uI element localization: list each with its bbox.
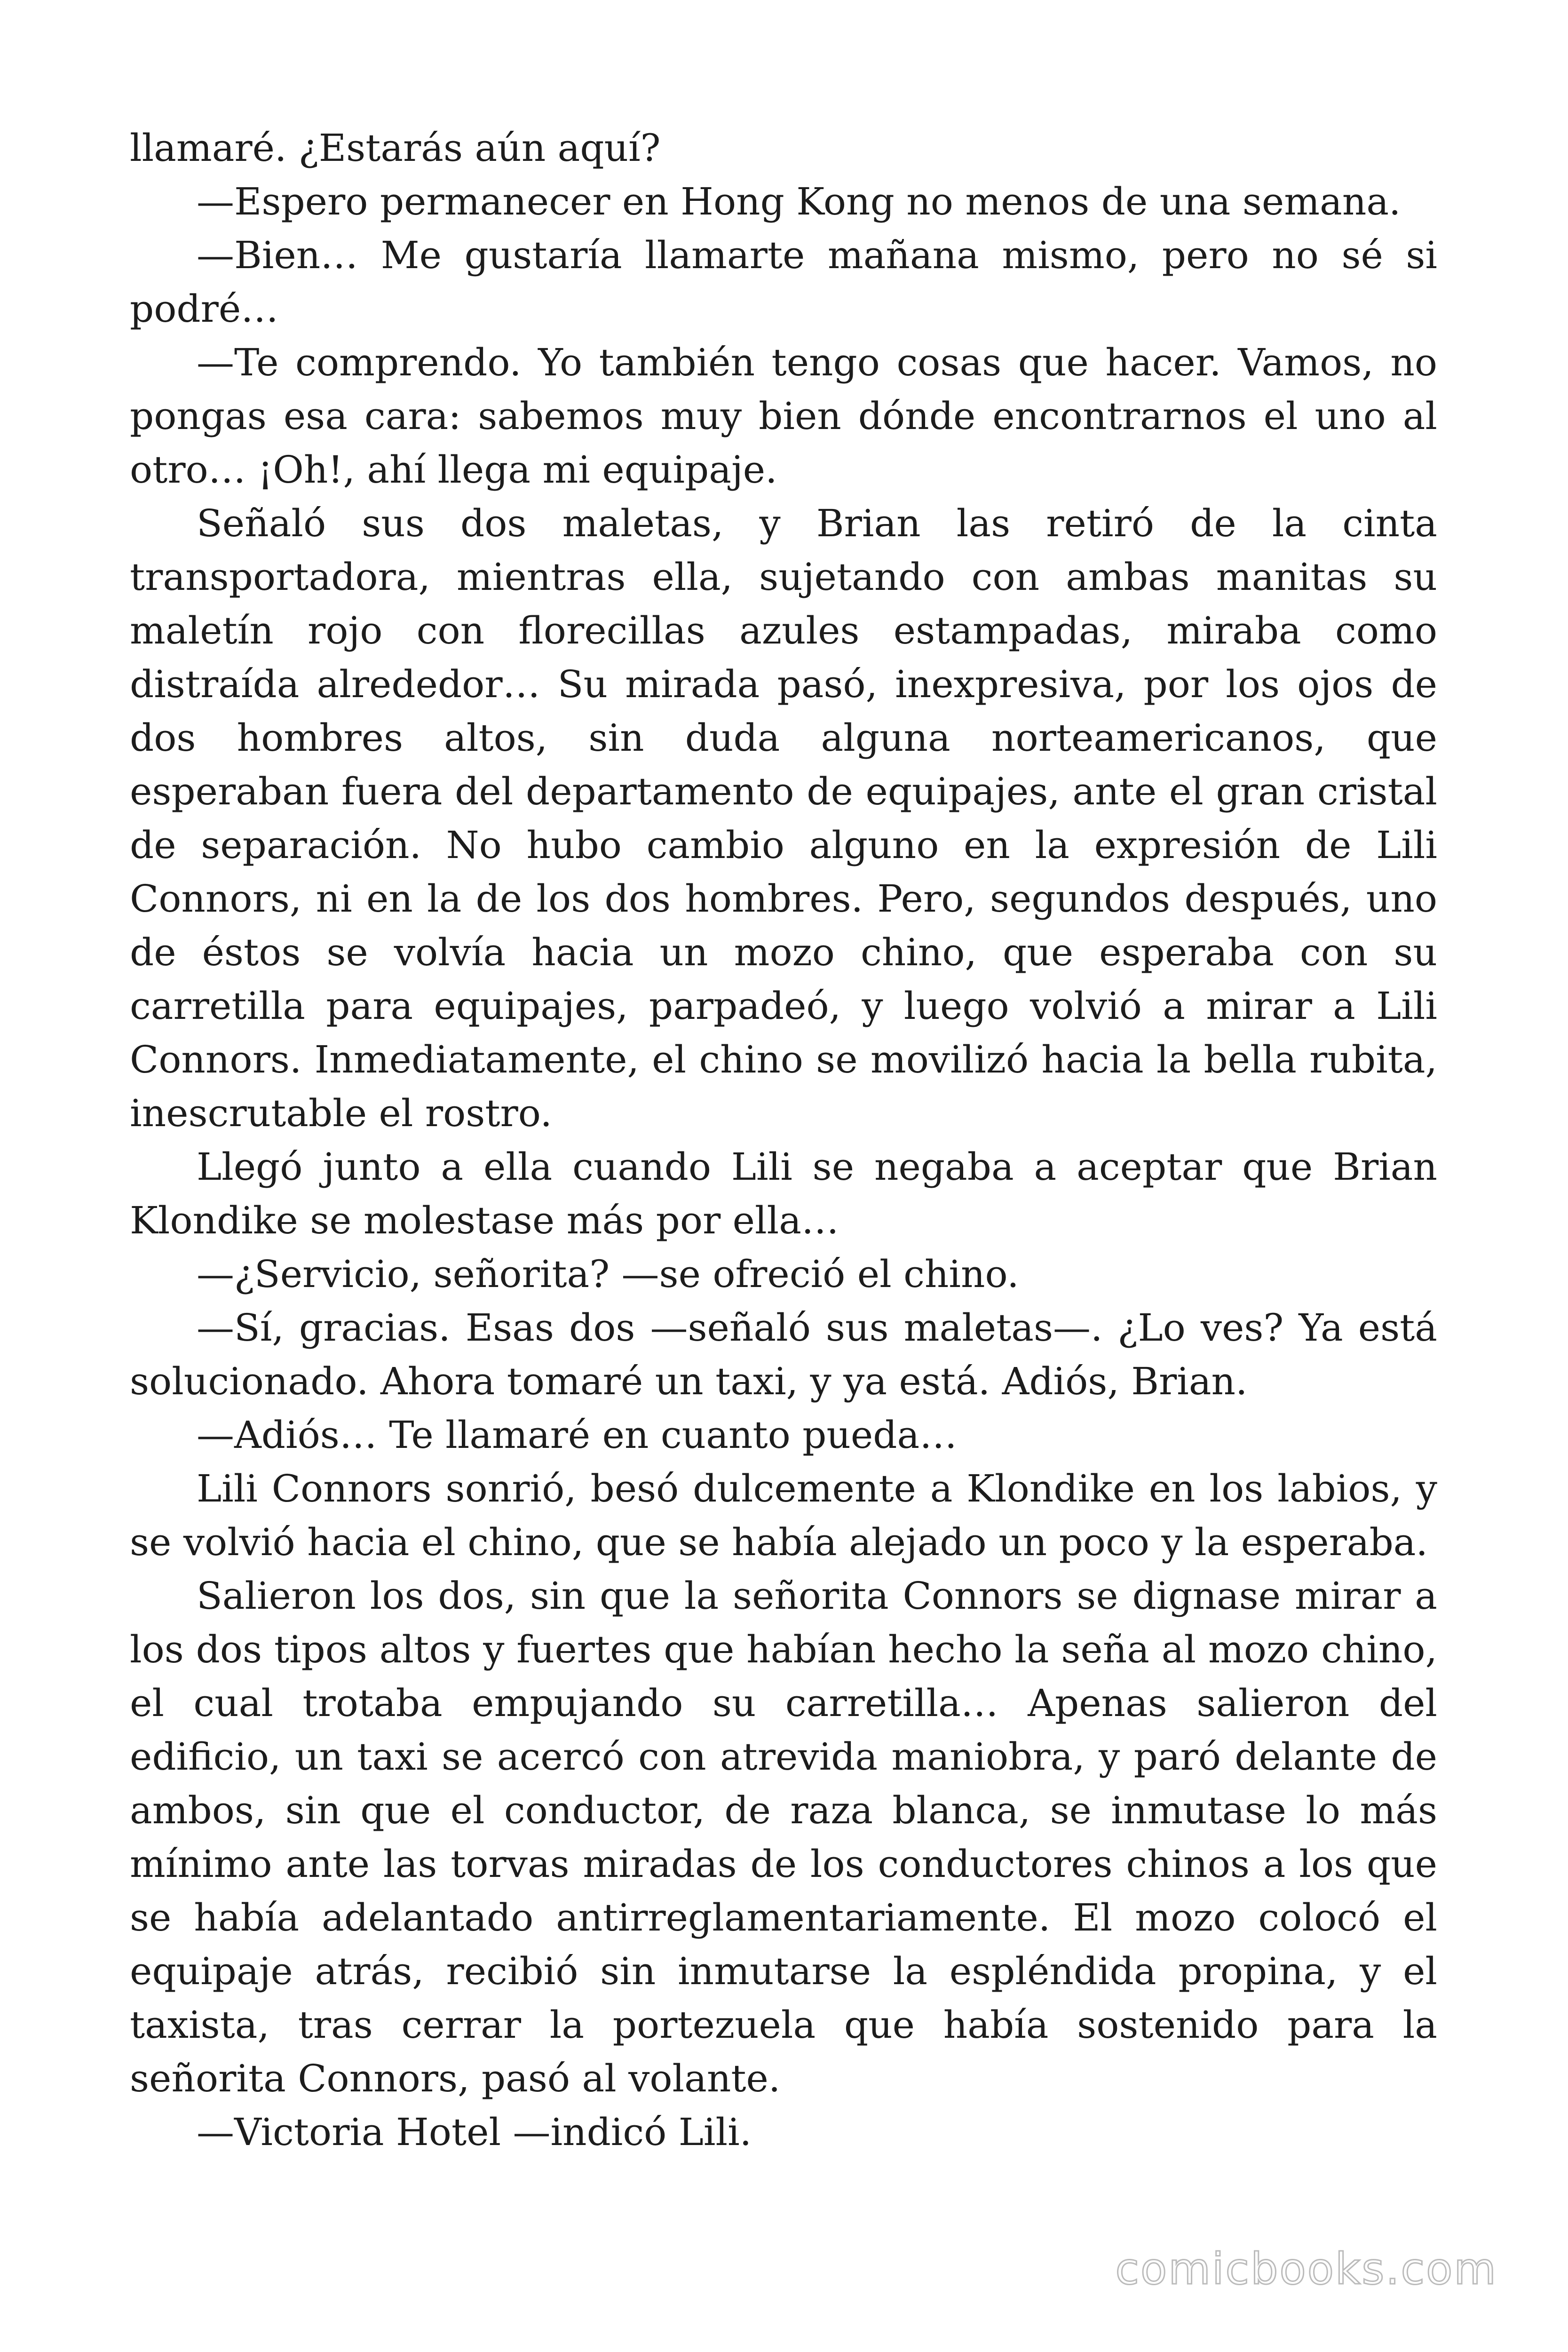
paragraph: —Espero permanecer en Hong Kong no menos de una semana.	[197, 180, 1401, 223]
paragraph: llamaré. ¿Estarás aún aquí?	[130, 126, 661, 170]
paragraph: —Sí, gracias. Esas dos —señaló sus maletas—. ¿Lo ves? Ya está solucionado. Ahora tomaré un taxi, y ya está. Adiós, Brian.	[130, 1306, 1437, 1403]
paragraph: —¿Servicio, señorita? —se ofreció el chino.	[197, 1252, 1019, 1296]
paragraph: —Victoria Hotel —indicó Lili.	[197, 2110, 752, 2154]
paragraph: Lili Connors sonrió, besó dulcemente a Klondike en los labios, y se volvió hacia el chino, que se había alejado un poco y la esperaba.	[130, 1467, 1437, 1564]
page-body	[130, 121, 1437, 2159]
watermark: comicbooks.com	[1115, 2244, 1497, 2294]
paragraph: Salieron los dos, sin que la señorita Connors se dignase mirar a los dos tipos altos y fuertes que habían hecho la seña al mozo chino, el cual trotaba empujando su carretilla… Apenas salieron del edificio, un taxi se acercó con atrevida maniobra, y paró delante de ambos, sin que el conductor, de raza blanca, se inmutase lo más mínimo ante las torvas miradas de los conductores chinos a los que se había adelantado antirreglamentariamente. El mozo colocó el equipaje atrás, recibió sin inmutarse la espléndida propina, y el taxista, tras cerrar la portezuela que había sostenido para la señorita Connors, pasó al volante.	[130, 1574, 1437, 2100]
paragraph: Señaló sus dos maletas, y Brian las retiró de la cinta transportadora, mientras ella, sujetando con ambas manitas su maletín rojo con florecillas azules estampadas, miraba como distraída alrededor… Su mirada pasó, inexpresiva, por los ojos de dos hombres altos, sin duda alguna norteamericanos, que esperaban fuera del departamento de equipajes, ante el gran cristal de separación. No hubo cambio alguno en la expresión de Lili Connors, ni en la de los dos hombres. Pero, segundos después, uno de éstos se volvía hacia un mozo chino, que esperaba con su carretilla para equipajes, parpadeó, y luego volvió a mirar a Lili Connors. Inmediatamente, el chino se movilizó hacia la bella rubita, inescrutable el rostro.	[130, 501, 1437, 1135]
paragraph: Llegó junto a ella cuando Lili se negaba a aceptar que Brian Klondike se molestase más por ella…	[130, 1145, 1437, 1242]
paragraph: —Adiós… Te llamaré en cuanto pueda…	[197, 1413, 958, 1457]
paragraph: —Bien… Me gustaría llamarte mañana mismo, pero no sé si podré…	[130, 233, 1437, 331]
paragraph: —Te comprendo. Yo también tengo cosas que hacer. Vamos, no pongas esa cara: sabemos muy bien dónde encontrarnos el uno al otro… ¡Oh!, ahí llega mi equipaje.	[130, 341, 1437, 492]
